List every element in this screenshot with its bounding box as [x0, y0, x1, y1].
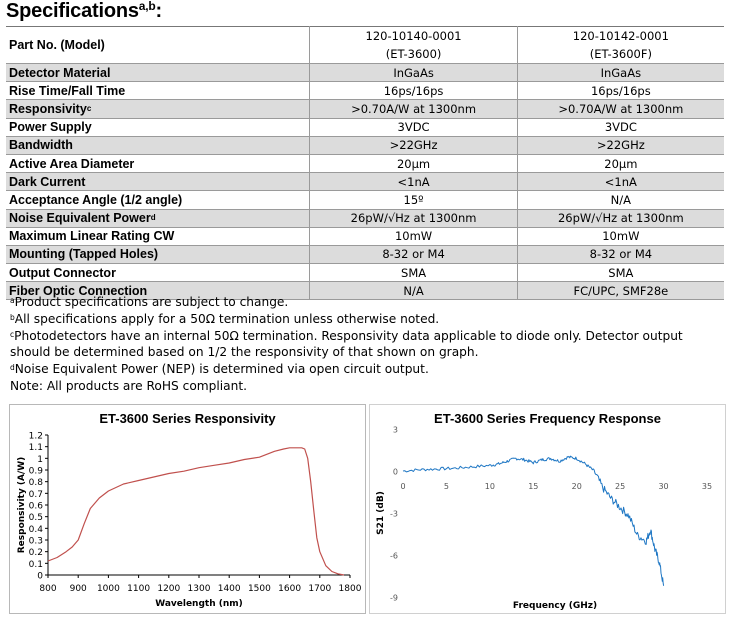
spec-label	[6, 64, 310, 82]
spec-value-2: 8-32 or M4	[517, 245, 724, 263]
spec-label	[6, 173, 310, 191]
y-tick-label: 1	[37, 454, 43, 465]
footnote	[10, 311, 725, 328]
y-tick-label: 0.9	[28, 466, 43, 477]
frequency-response-chart	[369, 404, 726, 614]
title-superscript: a,b	[138, 0, 156, 13]
spec-value-2: FC/UPC, SMF28e	[517, 282, 724, 300]
model-name-2: (ET-3600F)	[589, 47, 652, 61]
spec-value-1: N/A	[310, 282, 517, 300]
part-number-2: 120-10142-0001	[572, 29, 669, 43]
footnote-marker: b	[10, 312, 15, 322]
spec-label	[6, 209, 310, 227]
x-tick-label: 800	[39, 584, 57, 594]
y-tick-label: -6	[390, 551, 398, 561]
table-row	[6, 136, 724, 154]
spec-label-text: Fiber Optic Connection	[9, 283, 148, 298]
spec-label-text: Acceptance Angle (1/2 angle)	[9, 192, 183, 207]
spec-value-1: SMA	[310, 264, 517, 282]
footnote-marker: d	[10, 363, 15, 373]
y-axis-label: S21 (dB)	[376, 491, 386, 535]
spec-table	[6, 26, 724, 300]
model-2-cell	[517, 27, 724, 64]
spec-value-2: SMA	[517, 264, 724, 282]
spec-value-2: InGaAs	[517, 64, 724, 82]
table-row	[6, 64, 724, 82]
spec-label-footnote: c	[86, 103, 92, 113]
x-tick-label: 1300	[187, 584, 211, 594]
footnote-text: Noise Equivalent Power (NEP) is determined via open circuit output.	[14, 362, 429, 377]
table-header-row	[6, 27, 724, 64]
y-tick-label: 0.3	[28, 536, 43, 547]
spec-value-2: >22GHz	[517, 136, 724, 154]
footnotes	[10, 294, 725, 395]
model-1-cell	[310, 27, 517, 64]
spec-label-text: Detector Material	[9, 65, 111, 80]
y-tick-label: 0.6	[28, 501, 43, 512]
spec-label-text: Output Connector	[9, 265, 116, 280]
spec-value-2: N/A	[517, 191, 724, 209]
spec-label	[6, 245, 310, 263]
spec-label	[6, 118, 310, 136]
y-tick-label: 1.1	[28, 443, 43, 454]
x-tick-label: 1600	[278, 584, 302, 594]
spec-value-2: <1nA	[517, 173, 724, 191]
x-tick-label: 10	[484, 482, 495, 491]
spec-label	[6, 100, 310, 118]
footnote-text: All specifications apply for a 50Ω termination unless otherwise noted.	[14, 311, 440, 326]
table-row	[6, 245, 724, 263]
spec-label	[6, 154, 310, 172]
spec-label-text: Rise Time/Fall Time	[9, 83, 126, 98]
table-row	[6, 118, 724, 136]
title-text: Specifications	[6, 0, 139, 22]
y-tick-label: 0.1	[28, 559, 43, 570]
spec-label-text: Dark Current	[9, 174, 86, 189]
x-tick-label: 20	[571, 482, 582, 491]
table-row	[6, 264, 724, 282]
part-label: Part No. (Model)	[6, 27, 310, 64]
series-line	[403, 456, 664, 586]
spec-label-text: Bandwidth	[9, 138, 73, 153]
spec-value-1: InGaAs	[310, 64, 517, 82]
spec-label	[6, 264, 310, 282]
x-tick-label: 900	[69, 584, 87, 594]
x-tick-label: 1400	[217, 584, 241, 594]
responsivity-chart	[9, 404, 366, 614]
spec-value-2: 26pW/√Hz at 1300nm	[517, 209, 724, 227]
responsivity-chart-title: ET-3600 Series Responsivity	[99, 411, 276, 426]
x-tick-label: 1200	[157, 584, 181, 594]
spec-value-1: 10mW	[310, 227, 517, 245]
x-tick-label: 1500	[247, 584, 271, 594]
y-tick-label: 3	[392, 425, 398, 435]
page-title: Specifications$^{a,b}$:	[6, 0, 163, 22]
spec-value-1: 20µm	[310, 154, 517, 172]
y-axis-label: Responsivity (A/W)	[17, 456, 27, 554]
x-tick-label: 35	[701, 482, 713, 491]
spec-value-1: 15º	[310, 191, 517, 209]
spec-value-1: >22GHz	[310, 136, 517, 154]
part-number-1: 120-10140-0001	[365, 29, 462, 43]
table-row	[6, 173, 724, 191]
footnote	[10, 328, 725, 362]
y-tick-label: 0.8	[28, 478, 43, 489]
spec-label-text: Active Area Diameter	[9, 156, 135, 171]
spec-label-text: Maximum Linear Rating CW	[9, 229, 175, 244]
spec-value-2: 20µm	[517, 154, 724, 172]
x-tick-label: 1800	[338, 584, 362, 594]
x-axis-label: Wavelength (nm)	[155, 599, 243, 609]
spec-label	[6, 227, 310, 245]
x-tick-label: 1100	[127, 584, 151, 594]
footnote	[10, 378, 725, 395]
spec-value-1: 16ps/16ps	[310, 82, 517, 100]
x-tick-label: 15	[528, 482, 539, 491]
y-tick-label: -9	[390, 593, 398, 603]
y-tick-label: 0.7	[28, 489, 43, 500]
y-tick-label: 0.2	[28, 548, 43, 559]
spec-value-1: 26pW/√Hz at 1300nm	[310, 209, 517, 227]
y-tick-label: -3	[390, 509, 398, 519]
x-tick-label: 30	[658, 482, 669, 491]
x-tick-label: 25	[615, 482, 626, 491]
x-tick-label: 1700	[308, 584, 332, 594]
table-row	[6, 209, 724, 227]
y-tick-label: 0.4	[28, 524, 43, 535]
footnote-marker: c	[10, 329, 15, 339]
frequency-chart-title: ET-3600 Series Frequency Response	[434, 411, 661, 426]
x-axis-label: Frequency (GHz)	[512, 601, 598, 611]
table-row	[6, 154, 724, 172]
y-tick-label: 0	[37, 571, 43, 582]
x-tick-label: 0	[400, 482, 406, 491]
footnote-text: Product specifications are subject to change.	[14, 295, 289, 309]
spec-label	[6, 191, 310, 209]
table-row	[6, 100, 724, 118]
spec-value-2: 16ps/16ps	[517, 82, 724, 100]
spec-value-1: >0.70A/W at 1300nm	[310, 100, 517, 118]
spec-label-text: Power Supply	[9, 120, 92, 135]
y-tick-label: 0.5	[28, 513, 43, 524]
footnote-text: Photodetectors have an internal 50Ω termination. Responsivity data applicable to diode only. Detector output should be determined based on 1/2 the responsivity of that shown on graph.	[10, 328, 683, 360]
model-name-1: (ET-3600)	[385, 47, 442, 61]
table-row	[6, 82, 724, 100]
spec-value-1: 8-32 or M4	[310, 245, 517, 263]
table-row	[6, 227, 724, 245]
footnote-text: Note: All products are RoHS compliant.	[10, 378, 248, 393]
footnote-marker: a	[10, 296, 15, 305]
table-row	[6, 191, 724, 209]
y-tick-label: 0	[392, 467, 398, 477]
spec-label-footnote: d	[150, 213, 156, 223]
y-tick-label: 1.2	[28, 431, 43, 442]
spec-value-2: 10mW	[517, 227, 724, 245]
responsivity-plot	[10, 405, 365, 613]
series-line	[48, 448, 344, 575]
x-tick-label: 5	[443, 482, 449, 491]
spec-value-2: >0.70A/W at 1300nm	[517, 100, 724, 118]
spec-label-text: Mounting (Tapped Holes)	[9, 247, 159, 262]
spec-label-text: Responsivity	[9, 101, 87, 116]
spec-label	[6, 136, 310, 154]
spec-value-2: 3VDC	[517, 118, 724, 136]
spec-label-text: Noise Equivalent Power	[9, 211, 151, 226]
frequency-plot	[370, 405, 725, 613]
footnote	[10, 361, 725, 378]
x-tick-label: 1000	[96, 584, 120, 594]
spec-value-1: <1nA	[310, 173, 517, 191]
spec-label	[6, 82, 310, 100]
spec-value-1: 3VDC	[310, 118, 517, 136]
footnote	[10, 294, 725, 311]
